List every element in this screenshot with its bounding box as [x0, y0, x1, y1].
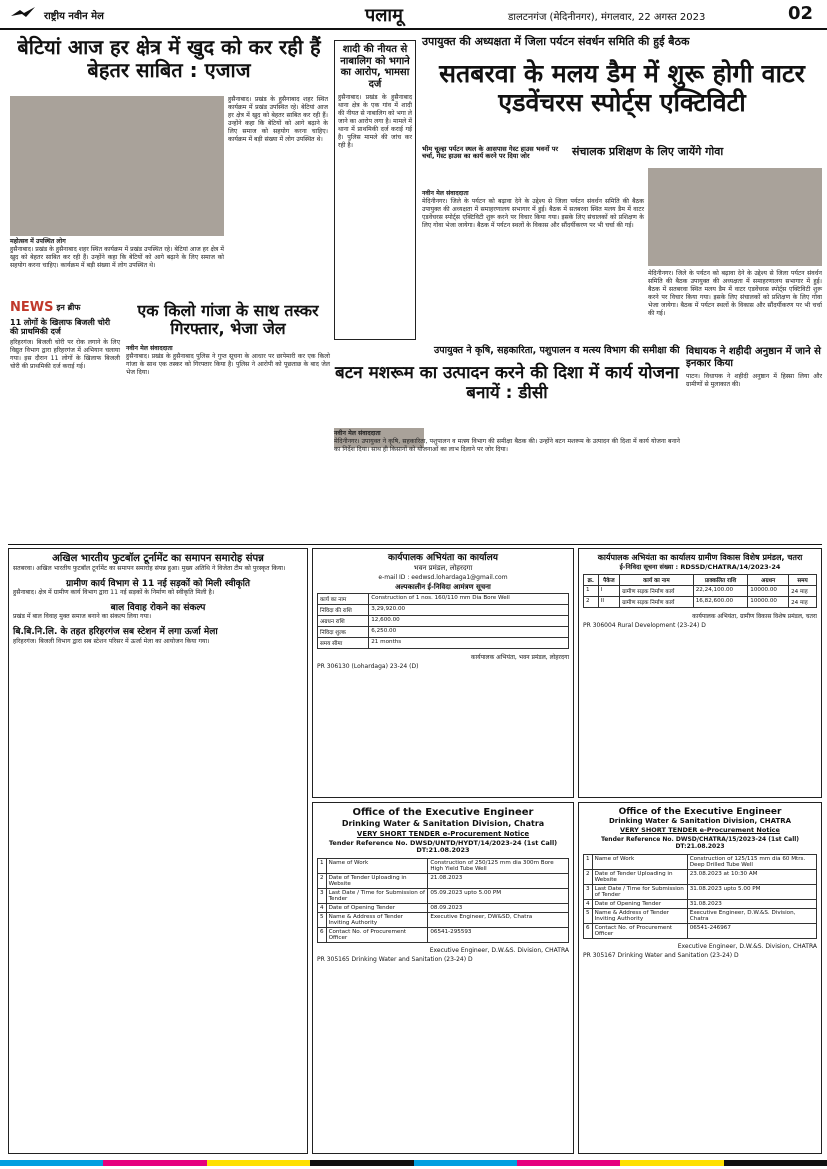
- table-cell: 21 months: [369, 638, 569, 649]
- table-cell: Construction of 1 nos. 160/110 mm Dia Bore Well: [369, 594, 569, 605]
- story-ganja-body: हुसैनाबाद। प्रखंड के हुसैनाबाद पुलिस ने गुप्त सूचना के आधार पर छापेमारी कर एक किलो गांजा के साथ एक तस्कर को गिरफ्तार किया है। पुलिस ने आरोपी को पूछताछ के बाद जेल भेज दिया।: [126, 352, 330, 376]
- table-cell: 6,250.00: [369, 627, 569, 638]
- table-cell: Name of Work: [326, 858, 428, 873]
- tender-chatra-b: [578, 802, 822, 1154]
- table-cell: Last Date / Time for Submission of Tender: [326, 888, 428, 903]
- story-football-headline: अखिल भारतीय फुटबॉल टूर्नामेंट का समापन समारोह संपन्न: [52, 553, 264, 564]
- tender-chatra-a-date: DT:21.08.2023: [416, 846, 470, 855]
- table-cell: Name & Address of Tender Inviting Authority: [592, 908, 687, 923]
- table-cell: Name & Address of Tender Inviting Authority: [326, 912, 428, 927]
- story-ejaj-headline: बेटियां आज हर क्षेत्र में खुद को कर रही हैं बेहतर साबित : एजाज: [17, 35, 321, 82]
- table-cell: 31.08.2023: [687, 899, 816, 908]
- page-number: 02: [788, 3, 814, 24]
- story-mushroom-kicker: उपायुक्त ने कृषि, सहकारिता, पशुपालन व मत्स्य विभाग की समीक्षा की: [434, 345, 680, 356]
- bird-logo-icon: [10, 6, 36, 20]
- table-cell: 1: [584, 854, 593, 869]
- tender-chatra-a-title: Office of the Executive Engineer: [352, 807, 534, 818]
- table-cell: 2: [318, 873, 327, 888]
- news-brief-label2: इन ब्रीफ: [56, 303, 81, 312]
- table-cell: ग्रामीण सड़क निर्माण कार्य: [620, 596, 694, 607]
- tender-chatra-b-table: [583, 854, 817, 939]
- date-line: डालटनगंज (मेदिनीनगर), मंगलवार, 22 अगस्त 2023: [508, 12, 706, 23]
- story-ejaj-headline-box: [10, 36, 328, 94]
- story-football: [8, 548, 308, 1154]
- table-row: [318, 858, 569, 873]
- table-cell: अग्रधन राशि: [318, 616, 369, 627]
- story-malay-body-box2: [648, 270, 822, 340]
- table-cell: 4: [584, 899, 593, 908]
- story-malay-sidehead: भीम चूल्हा पर्यटन स्थल के आसपास गेस्ट हाउस भवनों पर चर्चा, गेस्ट हाउस का कार्य करने पर दिया जोर: [422, 145, 559, 161]
- table-cell: Name of Work: [592, 854, 687, 869]
- masthead: [0, 0, 827, 30]
- tender-chatra-b-footer: PR 305167 Drinking Water and Sanitation (23-24) D: [583, 951, 739, 959]
- table-header: क्र.: [584, 574, 599, 585]
- story-vidhayak-headline: विधायक ने शहीदी अनुष्ठान में जाने से इनकार किया: [686, 346, 821, 369]
- table-cell: 1: [318, 858, 327, 873]
- table-row: [584, 585, 817, 596]
- table-cell: 6: [318, 927, 327, 942]
- tender-rural-sign: कार्यपालक अभियंता, ग्रामीण विकास विशेष प्रमंडल, चतरा: [692, 612, 817, 620]
- table-row: [318, 903, 569, 912]
- tender-lohardaga-subtitle: भवन प्रमंडल, लोहरदगा: [413, 564, 473, 573]
- table-cell: 3: [318, 888, 327, 903]
- table-cell: 10000.00: [748, 585, 789, 596]
- tender-chatra-a-footer: PR 305165 Drinking Water and Sanitation (23-24) D: [317, 955, 473, 963]
- table-header-row: [584, 574, 817, 585]
- table-row: [318, 888, 569, 903]
- page-name: पलामू: [365, 5, 403, 26]
- table-cell: 06541-246967: [687, 923, 816, 938]
- table-row: [584, 899, 817, 908]
- story-vidhayak: [686, 346, 822, 542]
- color-swatch: [620, 1160, 723, 1166]
- table-header: प्राक्कलित राशि: [693, 574, 748, 585]
- story-mushroom-body: मेदिनीनगर। उपायुक्त ने कृषि, सहकारिता, पशुपालन व मत्स्य विभाग की समीक्षा बैठक की। उन्होंने बटन मशरूम के उत्पादन की दिशा में कार्य योजना बनाने का निर्देश दिया। साथ ही किसानों को योजनाओं का लाभ दिलाने पर जोर दिया।: [334, 438, 680, 453]
- table-cell: 5: [584, 908, 593, 923]
- table-cell: निविदा शुल्क: [318, 627, 369, 638]
- divider: [8, 544, 822, 545]
- tender-chatra-b-notice: VERY SHORT TENDER e-Procurement Notice: [620, 826, 780, 835]
- table-cell: 3,29,920.00: [369, 605, 569, 616]
- tender-rural-table: [583, 574, 817, 608]
- color-swatch: [310, 1160, 413, 1166]
- color-swatch: [0, 1160, 103, 1166]
- story-ejaj-text: [10, 238, 224, 298]
- story-ganja: [126, 302, 330, 542]
- table-cell: 22,24,100.00: [693, 585, 748, 596]
- table-cell: कार्य का नाम: [318, 594, 369, 605]
- table-row: [584, 884, 817, 899]
- news-brief: [10, 300, 120, 540]
- tender-chatra-b-subtitle: Drinking Water & Sanitation Division, CHATRA: [608, 817, 792, 826]
- story-bhamsa-body: हुसैनाबाद। प्रखंड के हुसैनाबाद थाना क्षेत्र के एक गांव में शादी की नीयत से नाबालिग को भगा ले जाने का आरोप लगा है। मामले में थाना में प्राथमिकी दर्ज कराई गई है। पुलिस मामले की जांच कर रही है।: [338, 94, 412, 149]
- story-football-headline3: बाल विवाह रोकने का संकल्प: [110, 602, 206, 613]
- table-cell: 2: [584, 596, 599, 607]
- story-ganja-headline: एक किलो गांजा के साथ तस्कर गिरफ्तार, भेजा जेल: [137, 301, 319, 339]
- tender-chatra-b-ref: Tender Reference No. DWSD/CHATRA/15/2023-24 (1st Call): [600, 835, 800, 843]
- news-brief-headline: 11 लोगों के खिलाफ बिजली चोरी की प्राथमिकी दर्ज: [10, 318, 111, 337]
- tender-lohardaga-sign: कार्यपालक अभियंता, भवन प्रमंडल, लोहरदगा: [470, 654, 569, 662]
- story-ganja-byline: नवीन मेल संवाददाता: [126, 344, 173, 352]
- table-cell: I: [598, 585, 619, 596]
- tender-lohardaga-table: [317, 593, 569, 649]
- table-cell: 5: [318, 912, 327, 927]
- table-header: अग्रधन: [748, 574, 789, 585]
- story-ejaj-caption: महोत्सव में उपस्थित लोग: [10, 238, 66, 245]
- story-mushroom-headline: बटन मशरूम का उत्पादन करने की दिशा में कार्य योजना बनायें : डीसी: [335, 363, 679, 403]
- table-cell: Date of Opening Tender: [592, 899, 687, 908]
- table-cell: 23.08.2023 at 10:30 AM: [687, 869, 816, 884]
- tender-chatra-a: [312, 802, 574, 1154]
- color-swatch: [207, 1160, 310, 1166]
- story-malay-body2: मेदिनीनगर। जिले के पर्यटन को बढ़ावा देने के उद्देश्य से जिला पर्यटन संवर्धन समिति की बैठक उपायुक्त की अध्यक्षता में समाहरणालय सभागार में हुई। बैठक में सतबरवा स्थित मलय डैम में वाटर एडवेंचरस स्पोर्ट्स एक्टिविटी शुरू करने पर विचार किया गया। इसके लिए संचालकों को प्रशिक्षण के लिए गोवा भेजा जायेगा। बैठक में पर्यटन स्थलों के विकास और सौंदर्यीकरण पर भी चर्चा की गई।: [648, 270, 822, 317]
- table-header: समय: [789, 574, 817, 585]
- table-cell: Date of Tender Uploading in Website: [326, 873, 428, 888]
- tender-rural-title: कार्यपालक अभियंता का कार्यालय ग्रामीण विकास विशेष प्रमंडल, चतरा: [597, 553, 803, 562]
- table-row: [584, 923, 817, 938]
- story-mushroom-headline-box: [334, 364, 680, 426]
- table-header: कार्य का नाम: [620, 574, 694, 585]
- table-row: [318, 927, 569, 942]
- story-ejaj-side: [228, 96, 328, 286]
- table-header: पैकेज: [598, 574, 619, 585]
- table-cell: Date of Opening Tender: [326, 903, 428, 912]
- tender-chatra-a-ref: Tender Reference No. DWSD/UNTD/HYDT/14/2023-24 (1st Call): [328, 838, 558, 847]
- tender-lohardaga-email: e-mail ID : eedwsd.lohardaga1@gmail.com: [378, 574, 508, 582]
- table-cell: Date of Tender Uploading in Website: [592, 869, 687, 884]
- table-cell: 4: [318, 903, 327, 912]
- tender-chatra-a-table: [317, 858, 569, 943]
- tender-lohardaga-footer: PR 306130 (Lohardaga) 23-24 (D): [317, 663, 419, 671]
- table-cell: 1: [584, 585, 599, 596]
- table-row: [318, 594, 569, 605]
- story-football-headline4: बि.बि.नि.लि. के तहत हरिहरगंज सब स्टेशन में लगा ऊर्जा मेला: [13, 627, 218, 638]
- story-ejaj-body: हुसैनाबाद। प्रखंड के हुसैनाबाद शहर स्थित कार्यक्रम में प्रखंड उपस्थित रहे। बेटियां आज हर क्षेत्र में खुद को बेहतर साबित कर रही हैं। उन्होंने कहा कि बेटियों को आगे बढ़ाने के लिए समाज को सहयोग करना चाहिए। कार्यक्रम में बड़ी संख्या में लोग उपस्थित थे।: [10, 246, 224, 269]
- color-swatch: [103, 1160, 206, 1166]
- table-cell: 31.08.2023 upto 5.00 PM: [687, 884, 816, 899]
- story-ejaj-photo: [10, 96, 224, 236]
- table-cell: 16,82,600.00: [693, 596, 748, 607]
- story-malay-subhead: संचालक प्रशिक्षण के लिए जायेंगे गोवा: [572, 145, 724, 158]
- table-row: [318, 605, 569, 616]
- color-swatch: [517, 1160, 620, 1166]
- table-row: [584, 596, 817, 607]
- tender-chatra-a-sign: Executive Engineer, D.W.&S. Division, CHATRA: [429, 946, 569, 954]
- table-cell: II: [598, 596, 619, 607]
- table-cell: 06541-295593: [428, 927, 569, 942]
- story-malay-body: मेदिनीनगर। जिले के पर्यटन को बढ़ावा देने के उद्देश्य से जिला पर्यटन संवर्धन समिति की बैठक उपायुक्त की अध्यक्षता में समाहरणालय सभागार में हुई। बैठक में सतबरवा स्थित मलय डैम में वाटर एडवेंचरस स्पोर्ट्स एक्टिविटी शुरू करने पर विचार किया गया। इसके लिए संचालकों को प्रशिक्षण के लिए गोवा भेजा जायेगा। बैठक में पर्यटन स्थलों के विकास और सौंदर्यीकरण पर भी चर्चा की गई।: [422, 198, 644, 229]
- table-cell: 08.09.2023: [428, 903, 569, 912]
- table-cell: Contact No. of Procurement Officer: [326, 927, 428, 942]
- tender-rural: [578, 548, 822, 798]
- tender-lohardaga-title: कार्यपालक अभियंता का कार्यालय: [388, 553, 498, 563]
- table-cell: ग्रामीण सड़क निर्माण कार्य: [620, 585, 694, 596]
- table-row: [584, 854, 817, 869]
- story-malay-headline-box: [422, 60, 822, 140]
- table-row: [318, 912, 569, 927]
- table-row: [584, 908, 817, 923]
- story-vidhayak-body: पाटन। विधायक ने शहीदी अनुष्ठान में हिस्सा लिया और ग्रामीणों से मुलाकात की।: [686, 373, 822, 388]
- story-football-headline2: ग्रामीण कार्य विभाग से 11 नई सड़कों को मिली स्वीकृति: [65, 578, 251, 589]
- table-row: [318, 638, 569, 649]
- story-football-body2: हुसैनाबाद। क्षेत्र में ग्रामीण कार्य विभाग द्वारा 11 नई सड़कों के निर्माण को स्वीकृति मिली है।: [13, 588, 215, 596]
- tender-rural-notice: ई-निविदा सूचना संख्या : RDSSD/CHATRA/14/2023-24: [619, 563, 781, 572]
- tender-chatra-a-notice: VERY SHORT TENDER e-Procurement Notice: [356, 829, 530, 838]
- story-malay-subhead-box: [572, 146, 822, 164]
- story-malay-body-box: [422, 190, 644, 340]
- story-mushroom-byline: नवीन मेल संवाददाता: [334, 430, 381, 437]
- tender-chatra-a-subtitle: Drinking Water & Sanitation Division, Chatra: [341, 818, 545, 828]
- tender-chatra-b-title: Office of the Executive Engineer: [618, 807, 782, 817]
- story-bhamsa: [334, 40, 416, 340]
- color-swatch: [414, 1160, 517, 1166]
- news-brief-label: NEWS: [10, 300, 54, 315]
- story-malay-sidehead-box: [422, 146, 562, 186]
- table-cell: Executive Engineer, D.W.&S. Division, Chatra: [687, 908, 816, 923]
- table-cell: 6: [584, 923, 593, 938]
- story-malay-kicker-box: [422, 36, 822, 58]
- registration-color-bar: [0, 1160, 827, 1166]
- table-cell: 21.08.2023: [428, 873, 569, 888]
- table-cell: Last Date / Time for Submission of Tender: [592, 884, 687, 899]
- table-cell: Construction of 125/115 mm dia 60 Mtrs. Deep Drilled Tube Well: [687, 854, 816, 869]
- tender-chatra-b-date: DT:21.08.2023: [675, 842, 725, 850]
- tender-lohardaga: [312, 548, 574, 798]
- table-row: [318, 873, 569, 888]
- table-row: [318, 627, 569, 638]
- table-row: [318, 616, 569, 627]
- tender-chatra-b-sign: Executive Engineer, D.W.&S. Division, CHATRA: [677, 942, 817, 950]
- story-malay-photo: [648, 168, 822, 266]
- story-malay-headline: सतबरवा के मलय डैम में शुरू होगी वाटर एडवेंचरस स्पोर्ट्स एक्टिविटी: [439, 59, 805, 117]
- table-cell: समय सीमा: [318, 638, 369, 649]
- table-row: [584, 869, 817, 884]
- table-cell: 05.09.2023 upto 5.00 PM: [428, 888, 569, 903]
- table-cell: निविदा की राशि: [318, 605, 369, 616]
- color-swatch: [724, 1160, 827, 1166]
- tender-rural-footer: PR 306004 Rural Development (23-24) D: [583, 621, 706, 629]
- table-cell: 24 माह: [789, 585, 817, 596]
- table-cell: Executive Engineer, DW&SD, Chatra: [428, 912, 569, 927]
- table-cell: 10000.00: [748, 596, 789, 607]
- story-ejaj-body-right: हुसैनाबाद। प्रखंड के हुसैनाबाद शहर स्थित कार्यक्रम में प्रखंड उपस्थित रहे। बेटियां आज हर क्षेत्र में खुद को बेहतर साबित कर रही हैं। उन्होंने कहा कि बेटियों को आगे बढ़ाने के लिए समाज को सहयोग करना चाहिए। कार्यक्रम में बड़ी संख्या में लोग उपस्थित थे।: [228, 96, 328, 143]
- story-mushroom-body-box: [334, 430, 680, 542]
- story-malay-kicker: उपायुक्त की अध्यक्षता में जिला पर्यटन संवर्धन समिति की हुई बैठक: [422, 35, 690, 48]
- tender-lohardaga-notice: अल्पकालीन ई-निविदा आमंत्रण सूचना: [395, 583, 491, 592]
- table-cell: Contact No. of Procurement Officer: [592, 923, 687, 938]
- news-brief-body: हरिहरगंज। बिजली चोरी पर रोक लगाने के लिए विद्युत विभाग द्वारा हरिहरगंज में अभियान चलाया गया। इस दौरान 11 लोगों के खिलाफ बिजली चोरी की प्राथमिकी दर्ज कराई गई।: [10, 339, 120, 371]
- story-football-body3: प्रखंड में बाल विवाह मुक्त समाज बनाने का संकल्प लिया गया।: [13, 613, 152, 621]
- paper-name: राष्ट्रीय नवीन मेल: [44, 11, 104, 22]
- table-cell: 2: [584, 869, 593, 884]
- table-cell: 12,600.00: [369, 616, 569, 627]
- table-cell: Construction of 250/125 mm dia 300m Bore High Yield Tube Well: [428, 858, 569, 873]
- table-cell: 24 माह: [789, 596, 817, 607]
- story-bhamsa-headline: शादी की नीयत से नाबालिग को भगाने का आरोप, भामसा दर्ज: [340, 44, 410, 90]
- story-football-body: सतबरवा। अखिल भारतीय फुटबॉल टूर्नामेंट का समापन समारोह संपन्न हुआ। मुख्य अतिथि ने विजेता टीम को पुरस्कृत किया।: [13, 564, 286, 572]
- table-cell: 3: [584, 884, 593, 899]
- story-football-body4: हरिहरगंज। बिजली विभाग द्वारा सब स्टेशन परिसर में ऊर्जा मेला का आयोजन किया गया।: [13, 637, 210, 645]
- story-malay-byline: नवीन मेल संवाददाता: [422, 190, 469, 197]
